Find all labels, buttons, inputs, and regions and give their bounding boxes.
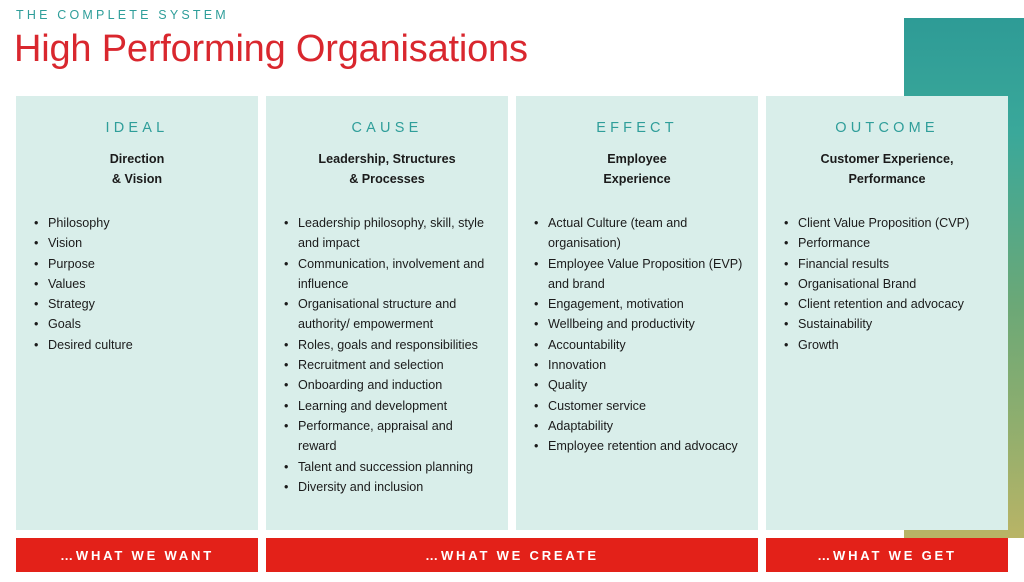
list-item: • Customer service	[530, 396, 744, 416]
panel-cause	[266, 96, 508, 530]
column-kicker: IDEAL	[105, 120, 169, 136]
column-subtitle-line2: Performance	[848, 172, 926, 186]
list-item: • Strategy	[30, 294, 244, 314]
list-item: • Innovation	[530, 355, 744, 375]
list-item: • Roles, goals and responsibilities	[280, 335, 494, 355]
list-item: • Client retention and advocacy	[780, 294, 994, 314]
list-item: • Diversity and inclusion	[280, 477, 494, 497]
column-kicker: OUTCOME	[835, 120, 939, 136]
columns-container	[16, 96, 1008, 530]
column-outcome	[766, 96, 1008, 530]
list-item: • Goals	[30, 314, 244, 334]
list-item: • Accountability	[530, 335, 744, 355]
column-subtitle	[530, 149, 744, 189]
footer-bars	[16, 538, 1008, 572]
footer-bar-want: …WHAT WE WANT	[16, 538, 258, 572]
column-item-list	[30, 213, 244, 355]
page-title: High Performing Organisations	[14, 28, 528, 70]
column-subtitle	[780, 149, 994, 189]
list-item: • Leadership philosophy, skill, style and impact	[280, 213, 494, 254]
list-item: • Vision	[30, 233, 244, 253]
column-kicker: CAUSE	[351, 120, 423, 136]
list-item: • Financial results	[780, 254, 994, 274]
column-subtitle-line2: Experience	[603, 172, 671, 186]
list-item: • Organisational structure and authority/ empowerment	[280, 294, 494, 335]
column-subtitle-line1: Employee	[607, 152, 667, 166]
list-item: • Employee retention and advocacy	[530, 436, 744, 456]
list-item: • Growth	[780, 335, 994, 355]
list-item: • Learning and development	[280, 396, 494, 416]
column-subtitle	[280, 149, 494, 189]
column-subtitle-line2: & Processes	[349, 172, 425, 186]
list-item: • Purpose	[30, 254, 244, 274]
column-kicker: EFFECT	[596, 120, 678, 136]
list-item: • Desired culture	[30, 335, 244, 355]
column-cause	[266, 96, 508, 530]
list-item: • Talent and succession planning	[280, 457, 494, 477]
column-subtitle-line2: & Vision	[111, 172, 163, 186]
column-ideal	[16, 96, 258, 530]
list-item: • Wellbeing and productivity	[530, 314, 744, 334]
list-item: • Onboarding and induction	[280, 375, 494, 395]
list-item: • Sustainability	[780, 314, 994, 334]
list-item: • Recruitment and selection	[280, 355, 494, 375]
list-item: • Adaptability	[530, 416, 744, 436]
footer-bar-create: …WHAT WE CREATE	[266, 538, 758, 572]
list-item: • Engagement, motivation	[530, 294, 744, 314]
list-item: • Organisational Brand	[780, 274, 994, 294]
list-item: • Actual Culture (team and organisation)	[530, 213, 744, 254]
list-item: • Quality	[530, 375, 744, 395]
column-item-list	[780, 213, 994, 355]
column-subtitle-line1: Direction	[109, 152, 165, 166]
list-item: • Client Value Proposition (CVP)	[780, 213, 994, 233]
panel-outcome	[766, 96, 1008, 530]
panel-effect	[516, 96, 758, 530]
column-subtitle	[30, 149, 244, 189]
list-item: • Employee Value Proposition (EVP) and brand	[530, 254, 744, 295]
column-subtitle-line1: Customer Experience,	[820, 152, 954, 166]
column-subtitle-line1: Leadership, Structures	[318, 152, 456, 166]
list-item: • Performance, appraisal and reward	[280, 416, 494, 457]
column-effect	[516, 96, 758, 530]
list-item: • Performance	[780, 233, 994, 253]
footer-bar-get: …WHAT WE GET	[766, 538, 1008, 572]
list-item: • Communication, involvement and influence	[280, 254, 494, 295]
eyebrow-label: THE COMPLETE SYSTEM	[16, 8, 229, 22]
list-item: • Philosophy	[30, 213, 244, 233]
column-item-list	[280, 213, 494, 497]
list-item: • Values	[30, 274, 244, 294]
column-item-list	[530, 213, 744, 457]
panel-ideal	[16, 96, 258, 530]
